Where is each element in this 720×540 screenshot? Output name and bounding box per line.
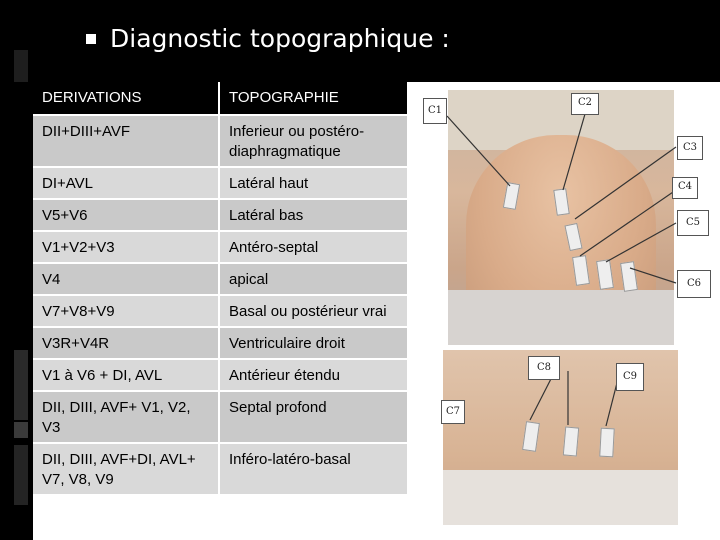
cell-derivation: V5+V6 [33, 200, 220, 232]
header-topographie: TOPOGRAPHIE [220, 82, 407, 116]
cell-derivation: DII, DIII, AVF+ V1, V2, V3 [33, 392, 220, 444]
cell-derivation: V1 à V6 + DI, AVL [33, 360, 220, 392]
cell-derivation: DII, DIII, AVF+DI, AVL+ V7, V8, V9 [33, 444, 220, 496]
cell-derivation: DI+AVL [33, 168, 220, 200]
cell-topographie: apical [220, 264, 407, 296]
cell-topographie: Antéro-septal [220, 232, 407, 264]
cell-topographie: Latéral bas [220, 200, 407, 232]
cell-derivation: V3R+V4R [33, 328, 220, 360]
electrode-label-c4: C4 [672, 177, 698, 199]
cell-topographie: Septal profond [220, 392, 407, 444]
cell-topographie: Antérieur étendu [220, 360, 407, 392]
header-derivations: DERIVATIONS [33, 82, 220, 116]
cell-derivation: V4 [33, 264, 220, 296]
electrode-label-c6: C6 [677, 270, 711, 298]
cell-topographie: Inferieur ou postéro-diaphragmatique [220, 116, 407, 168]
electrode-label-c3: C3 [677, 136, 703, 160]
slide-title-text: Diagnostic topographique : [110, 24, 450, 53]
cell-derivation: V1+V2+V3 [33, 232, 220, 264]
electrode-label-c7: C7 [441, 400, 465, 424]
cell-topographie: Basal ou postérieur vrai [220, 296, 407, 328]
cell-topographie: Inféro-latéro-basal [220, 444, 407, 496]
electrode-label-c5: C5 [677, 210, 709, 236]
cell-derivation: DII+DIII+AVF [33, 116, 220, 168]
electrode-label-c2: C2 [571, 93, 599, 115]
electrode-label-c1: C1 [423, 98, 447, 124]
cell-topographie: Ventriculaire droit [220, 328, 407, 360]
cell-topographie: Latéral haut [220, 168, 407, 200]
electrode-label-c8: C8 [528, 356, 560, 380]
electrode-label-c9: C9 [616, 363, 644, 391]
cell-derivation: V7+V8+V9 [33, 296, 220, 328]
